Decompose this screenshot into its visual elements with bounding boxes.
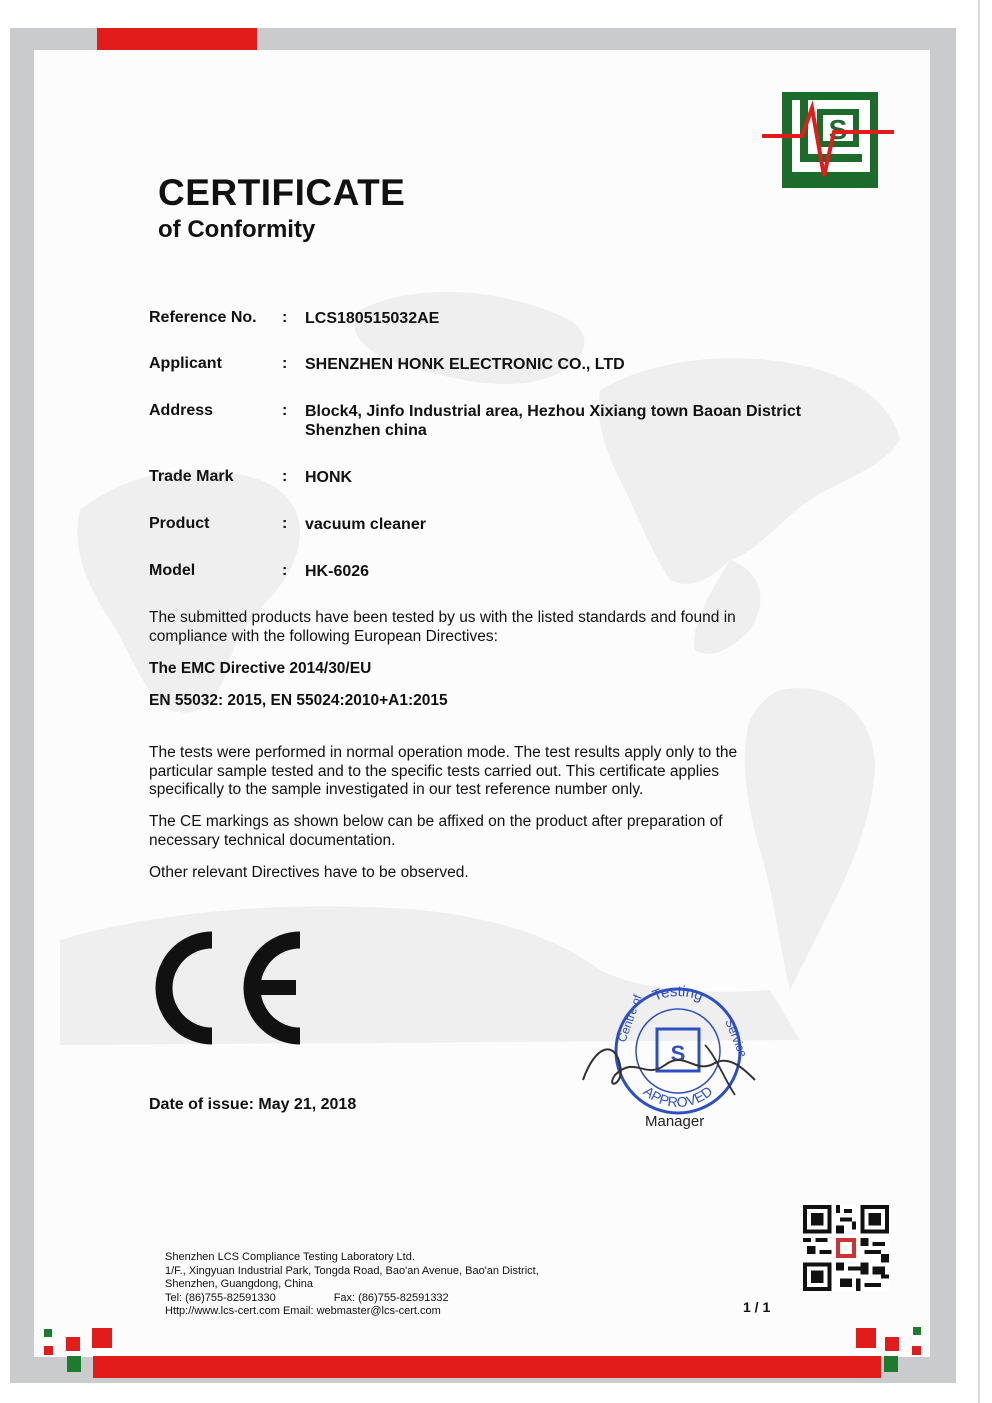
field-value: LCS180515032AE	[305, 310, 440, 327]
footer-address-line: Shenzhen, Guangdong, China	[165, 1278, 314, 1291]
corner-square	[856, 1328, 876, 1348]
footer-phones	[165, 1292, 539, 1306]
svg-text:Testing	[650, 985, 705, 1005]
intro-line: compliance with the following European Directives:	[149, 627, 498, 645]
other-directives-text: Other relevant Directives have to be observed.	[149, 864, 469, 881]
corner-square	[885, 1337, 899, 1351]
corner-square	[884, 1356, 898, 1372]
footer-fax: Fax: (86)755-82591332	[333, 1291, 449, 1304]
standards-text: EN 55032: 2015, EN 55024:2010+A1:2015	[149, 692, 448, 709]
corner-square	[67, 1356, 81, 1372]
ce-mark-icon	[150, 930, 310, 1046]
top-red-tab	[97, 28, 257, 50]
corner-square	[66, 1337, 80, 1351]
field-value: HONK	[305, 469, 353, 486]
tests-line: specifically to the sample investigated in our test reference number only.	[149, 781, 644, 798]
field-label: Model	[149, 562, 196, 579]
address-line-2: Shenzhen china	[305, 422, 427, 439]
field-colon: :	[282, 515, 288, 532]
field-value: HK-6026	[305, 563, 370, 580]
field-colon: :	[282, 309, 288, 326]
tests-paragraph	[149, 744, 789, 800]
directive-text: The EMC Directive 2014/30/EU	[149, 660, 372, 677]
footer-company: Shenzhen LCS Compliance Testing Laboratory Ltd.	[165, 1251, 415, 1263]
signer-title: Manager	[645, 1113, 705, 1130]
page-edge-line	[978, 0, 980, 1403]
field-colon: :	[282, 468, 288, 485]
corner-square	[92, 1328, 112, 1348]
stamp-text-left: Centre of	[614, 992, 645, 1045]
date-of-issue: Date of issue: May 21, 2018	[149, 1096, 357, 1113]
footer-contact	[165, 1251, 539, 1319]
stamp-text-right: Service	[722, 1016, 751, 1060]
qr-code-icon	[803, 1205, 889, 1291]
field-label: Trade Mark	[149, 468, 234, 485]
stamp-text-bottom: APPROVED	[640, 1082, 716, 1111]
corner-square	[44, 1329, 52, 1337]
certificate-subtitle: of Conformity	[158, 216, 316, 243]
bottom-red-bar	[93, 1356, 881, 1378]
field-label: Address	[149, 402, 214, 419]
page-number: 1 / 1	[743, 1299, 771, 1315]
tests-line: The tests were performed in normal operation mode. The test results apply only to the	[149, 744, 738, 761]
intro-paragraph	[149, 609, 789, 646]
field-label: Reference No.	[149, 309, 257, 326]
field-colon: :	[282, 562, 288, 579]
address-line-1: Block4, Jinfo Industrial area, Hezhou Xixiang town Baoan District	[305, 403, 802, 420]
svg-text:S: S	[670, 1041, 686, 1066]
ce-line: The CE markings as shown below can be affixed on the product after preparation of	[149, 813, 723, 830]
svg-text:S: S	[828, 114, 848, 145]
field-value: SHENZHEN HONK ELECTRONIC CO., LTD	[305, 356, 625, 373]
corner-square	[44, 1346, 53, 1355]
lcs-logo-icon	[762, 92, 894, 190]
corner-square	[912, 1346, 921, 1355]
field-label: Applicant	[149, 355, 222, 372]
stamp-text-top: Testing	[650, 985, 706, 1005]
ce-line: necessary technical documentation.	[149, 831, 396, 849]
footer-tel: Tel: (86)755-82591330	[165, 1291, 276, 1304]
corner-square	[913, 1327, 921, 1335]
footer-address-line: 1/F., Xingyuan Industrial Park, Tongda Road, Bao'an Avenue, Bao'an District,	[165, 1264, 539, 1277]
approval-stamp-icon	[575, 985, 765, 1120]
field-label: Product	[149, 515, 210, 532]
ce-marking-paragraph	[149, 813, 789, 850]
field-colon: :	[282, 402, 288, 419]
field-value	[305, 402, 825, 440]
field-colon: :	[282, 355, 288, 372]
certificate-title: CERTIFICATE	[158, 172, 406, 213]
intro-line: The submitted products have been tested by us with the listed standards and found in	[149, 609, 736, 626]
footer-web-email: Http://www.lcs-cert.com Email: webmaster@lcs-cert.com	[165, 1305, 441, 1318]
tests-line: particular sample tested and to the specific tests carried out. This certificate applies	[149, 762, 720, 780]
field-value: vacuum cleaner	[305, 516, 426, 533]
